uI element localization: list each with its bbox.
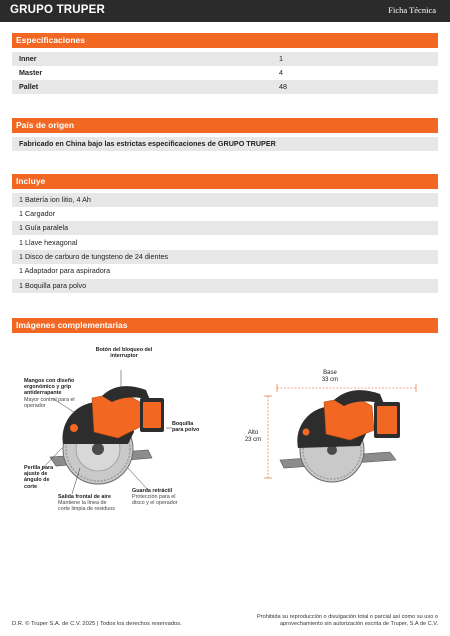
include-item: [12, 221, 438, 235]
spec-label: Master: [19, 68, 43, 77]
footer-disclaimer: Prohibida su reproducción o divulgación total o parcial así como su uso o aprovechamiento sin autorización escrita de Truper, S.A de C.V.: [257, 614, 438, 627]
circular-saw-dimensions-image: [240, 340, 440, 500]
images-header: Imágenes complementarias: [12, 318, 438, 333]
include-item-text: 1 Llave hexagonal: [19, 238, 78, 247]
includes-header: Incluye: [12, 174, 438, 189]
origin-text: Fabricado en China bajo las estrictas especificaciones de GRUPO TRUPER: [19, 139, 276, 148]
top-bar: [0, 0, 450, 22]
include-item-text: 1 Disco de carburo de tungsteno de 24 dientes: [19, 252, 169, 261]
include-item-text: 1 Adaptador para aspiradora: [19, 266, 111, 275]
include-item-text: 1 Batería ion litio, 4 Ah: [19, 195, 91, 204]
callout-boquilla: Boquilla para polvo: [172, 421, 200, 434]
include-item-text: 1 Boquilla para polvo: [19, 281, 87, 290]
footer-copyright: D.R. © Truper S.A. de C.V. 2025 | Todos los derechos reservados.: [12, 621, 182, 627]
origin-header: País de origen: [12, 118, 438, 133]
spec-row-inner: [12, 52, 438, 66]
callout-boton-bloqueo: Botón del bloqueo del interruptor: [95, 347, 153, 360]
include-item: [12, 250, 438, 264]
spec-value: 48: [279, 82, 287, 91]
include-item: [12, 236, 438, 250]
spec-value: 1: [279, 54, 283, 63]
callout-guarda: Guarda retráctil Protección para el disco y el operador: [132, 488, 178, 507]
spec-row-master: [12, 66, 438, 80]
include-item: [12, 193, 438, 207]
spec-label: Pallet: [19, 82, 39, 91]
spec-value: 4: [279, 68, 283, 77]
spec-label: Inner: [19, 54, 37, 63]
callout-salida-aire: Salida frontal de aire Mantiene la línea de corte limpia de residuos: [58, 494, 115, 513]
dimension-alto: Alto 23 cm: [244, 430, 262, 443]
document-title: Ficha Técnica: [388, 5, 436, 15]
callout-perilla: Perilla para ajuste de ángulo de corte: [24, 465, 54, 490]
include-item: [12, 264, 438, 278]
spec-row-pallet: [12, 80, 438, 94]
include-item: [12, 207, 438, 221]
origin-row: [12, 137, 438, 151]
callout-mangos: Mangos con diseño ergonómico y grip antiderrapante Mayor control para el operador: [24, 378, 75, 409]
brand-logo: GRUPO TRUPER: [10, 4, 106, 16]
include-item-text: 1 Guía paralela: [19, 223, 69, 232]
include-item: [12, 279, 438, 293]
include-item-text: 1 Cargador: [19, 209, 55, 218]
dimension-base: Base 33 cm: [321, 370, 339, 383]
specs-header: Especificaciones: [12, 33, 438, 48]
